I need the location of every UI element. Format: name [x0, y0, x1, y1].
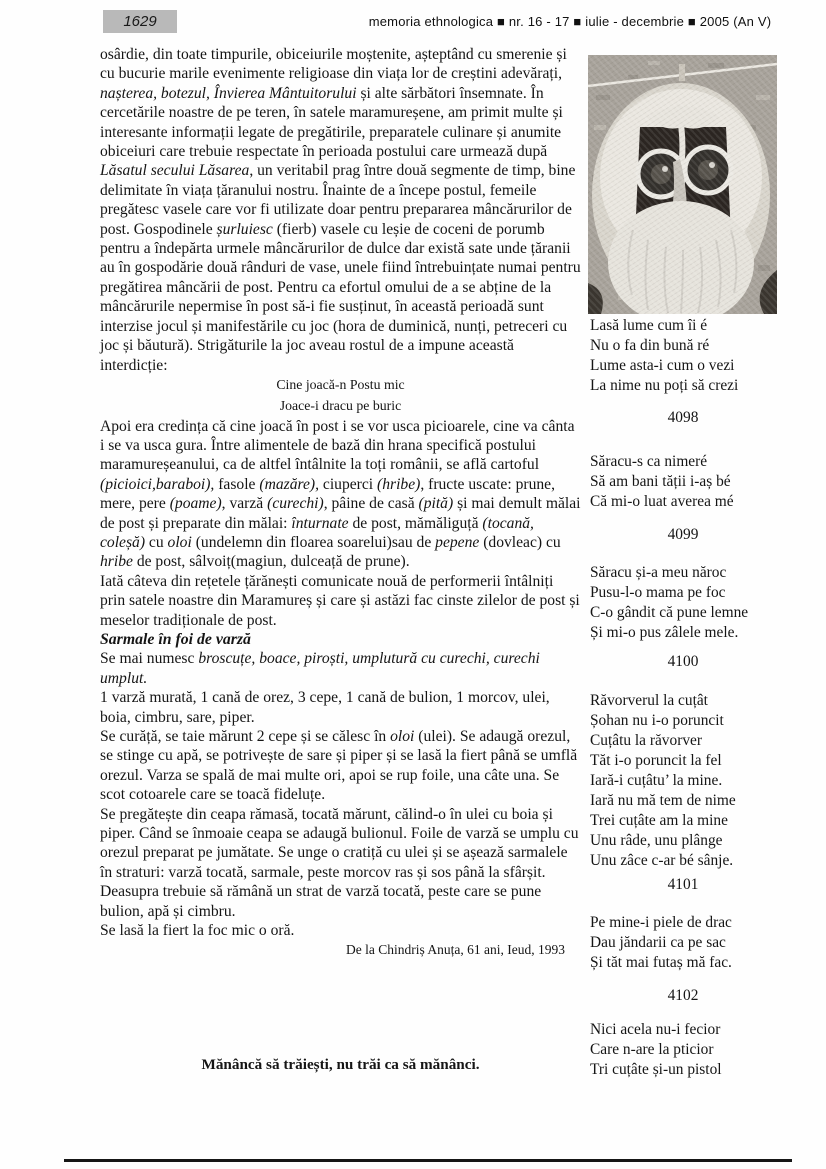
- text-segment: (curechi): [267, 495, 324, 513]
- journal-title-line: memoria ethnologica ■ nr. 16 - 17 ■ iulie - decembrie ■ 2005 (An V): [368, 14, 772, 29]
- text-segment: (hribe): [377, 475, 421, 493]
- recipe-heading: Sarmale în foi de varză: [100, 630, 251, 648]
- poem-number-4098: 4098: [667, 409, 699, 426]
- verse-line: Nici acela nu-i fecior: [590, 1021, 721, 1038]
- text-segment: oloi: [167, 533, 192, 551]
- verse-line: Săracu-s ca nimeré: [590, 453, 708, 470]
- text-segment: Lăsatul secului Lăsarea: [100, 162, 250, 180]
- verse-line: Dau jăndarii ca pe sac: [590, 934, 726, 951]
- poem-block-4: [590, 691, 780, 871]
- page-number-box: [103, 10, 177, 33]
- verse-line: Lume asta-i cum o vezi: [590, 357, 735, 374]
- text-segment: șurluiesc: [216, 220, 273, 238]
- verse-line: Să am bani tății i-aș bé: [590, 473, 731, 490]
- text-segment: ciuperci: [319, 475, 378, 493]
- recipe-aliases: [100, 649, 581, 688]
- verse-line: Cuțâtu la răvorver: [590, 732, 702, 749]
- verse-line: La nime nu poți să crezi: [590, 377, 739, 394]
- poem-number-4100: 4100: [667, 653, 699, 670]
- text-segment: Apoi era credința că cine joacă în post i se vor usca picioarele, cine va cânta i se va usca gura. Între alimentele de bază din hrana specifică postului maramureșeanului, ca de altfel întâlnite la toți românii, se află cartoful: [100, 417, 575, 474]
- page-number: 1629: [123, 13, 157, 30]
- text-segment: Se curăță, se taie mărunt 2 cepe și se călesc în: [100, 728, 391, 745]
- text-segment: (mazăre),: [259, 475, 319, 493]
- verse-line: Unu râde, unu plânge: [590, 832, 723, 849]
- article-column: [100, 45, 581, 960]
- text-segment: (tocană, coleșă): [100, 514, 534, 551]
- poem-block-1: [590, 316, 780, 396]
- verse-line: Tăt i-o poruncit la fel: [590, 752, 722, 769]
- verse-line: Săracu și-a meu năroc: [590, 564, 727, 581]
- text-segment: , pâine de casă: [323, 495, 419, 513]
- text-segment: (poame): [169, 495, 222, 513]
- mask-photo: [588, 55, 777, 314]
- text-segment: nașterea, botezul, Învierea Mântuitorului: [100, 84, 357, 102]
- verse-line: Și mi-o pus zâlele mele.: [590, 624, 739, 641]
- text-segment: (picioici,baraboi),: [100, 475, 215, 493]
- text-segment: broscuțe, boace, piroști, umplutură cu curechi, curechi umplut.: [100, 650, 540, 687]
- verse-line: Tri cuțâte și-un pistol: [590, 1061, 722, 1078]
- text-segment: (ulei). Se adaugă orezul, se stinge cu apă, se potrivește de sare și piper și se lasă la fiert până se umflă orezul. Varza se spală de mai multe ori, apoi se rup foile, una câte una. Se scot cotoarele care se toacă fideluțe.: [100, 728, 578, 804]
- text-segment: Iată câteva din rețetele țărănești comunicate nouă de performerii întâlniți prin satele noastre din Maramureș și care și astăzi fac cinste zilelor de post și meselor tradiționale de post.: [100, 572, 580, 629]
- poem-block-3: [590, 563, 780, 643]
- verse-line: Joace-i dracu pe buric: [279, 397, 402, 413]
- poem-number-4101: 4101: [667, 876, 699, 893]
- verse-line: Lasă lume cum îi é: [590, 317, 708, 334]
- verse-line: Șohan nu i-o poruncit: [590, 712, 724, 729]
- text-segment: Se mai numesc: [100, 650, 199, 668]
- verse-line: Pusu-l-o mama pe foc: [590, 584, 726, 601]
- paragraph-recipes-intro: [100, 572, 581, 630]
- text-segment: și alte sărbători însemnate. În cercetările noastre de pe teren, în satele maramureșene, am primit multe și interesante informații legate de pregătirile, preparatele culinare și anumite obiceiuri care trebuie respectate în perioada postului care urmează după: [100, 84, 563, 161]
- text-segment: oloi: [390, 728, 415, 745]
- text-segment: , fructe uscate: prune, mere, pere: [100, 475, 555, 513]
- bottom-rule: [64, 1159, 792, 1162]
- poem-number-4099: 4099: [667, 526, 699, 543]
- text-segment: Se lasă la fiert la foc mic o oră.: [100, 922, 295, 940]
- verse-line: Răvorverul la cuțât: [590, 692, 708, 709]
- recipe-step-1: [100, 727, 581, 805]
- text-segment: (undelemn din floarea soarelui)sau de: [191, 533, 436, 551]
- text-segment: de post, sâlvoiț(magiun, dulceață de prune).: [132, 553, 410, 571]
- text-segment: 1 varză murată, 1 cană de orez, 3 cepe, 1 cană de bulion, 1 morcov, ulei, boia, cimbru, sare, piper.: [100, 689, 550, 726]
- text-segment: înturnate: [291, 514, 349, 532]
- verse-line: Care n-are la pticior: [590, 1041, 714, 1058]
- mask-photo-drawing: [588, 55, 777, 314]
- verse-line: Pe mine-i piele de drac: [590, 914, 732, 931]
- text-segment: hribe: [100, 553, 133, 571]
- text-segment: (pită): [418, 495, 454, 513]
- verse-line: Cine joacă-n Postu mic: [276, 376, 405, 392]
- paragraph-foods: [100, 417, 581, 572]
- attribution-line: De la Chindriș Anuța, 61 ani, Ieud, 1993: [346, 942, 565, 958]
- verse-line: C-o gândit că pune lemne: [590, 604, 749, 621]
- poem-number-4102: 4102: [667, 987, 699, 1004]
- recipe-ingredients: [100, 688, 581, 727]
- text-segment: de post, mămăliguță: [348, 514, 483, 532]
- verse-line: Trei cuțâte am la mine: [590, 812, 728, 829]
- clothespin-shape: [679, 64, 685, 81]
- motto-line: Mănâncă să trăiești, nu trăi ca să mănânci.: [201, 1056, 480, 1073]
- poem-block-2: [590, 452, 780, 512]
- paragraph-intro: [100, 45, 581, 375]
- text-segment: și mai demult mălai de post și preparate din mălai:: [100, 495, 581, 532]
- poem-block-6: [590, 1020, 780, 1080]
- verse-line: Că mi-o luat averea mé: [590, 493, 734, 510]
- text-segment: (dovleac) cu: [479, 533, 561, 551]
- text-segment: osârdie, din toate timpurile, obiceiurile moștenite, așteptând cu smerenie și cu bucurie marile evenimente religioase din viața lor de creștini adevărați,: [100, 46, 567, 83]
- text-segment: Se pregătește din ceapa rămasă, tocată mărunt, călind-o în ulei cu boia și piper. Când se înmoaie ceapa se adaugă bulionul. Foile de varză se umplu cu orezul preparat pe jumătate. Se unge o cratiță cu ulei și se așează sarmalele în straturi: varză tocată, sarmale, peste morcov ras și sos până la sfârșit. Deasupra trebuie să rămână un strat de varză tocată, peste care se pune bulion, apă și cimbru.: [100, 805, 579, 920]
- verse-line: Iară-i cuțâtu’ la mine.: [590, 772, 723, 789]
- recipe-step-3: [100, 921, 581, 940]
- verse-line: Și tăt mai futaș mă fac.: [590, 954, 732, 971]
- text-segment: , un veritabil prag între două segmente de timp, bine delimitate în viața țăranului nostru. Înainte de a începe postul, femeile pregătesc vasele care vor fi utilizate doar pentru prepararea mâncărurilor de post. Gospodinele: [100, 162, 576, 238]
- strigatura-couplet: [100, 375, 581, 417]
- recipe-step-2: [100, 805, 581, 921]
- text-segment: cu: [145, 533, 168, 551]
- verse-line: Iară nu mă tem de nime: [590, 792, 736, 809]
- text-segment: pepene: [435, 533, 480, 551]
- text-segment: fasole: [214, 475, 260, 493]
- verse-line: Nu o fa din bună ré: [590, 337, 710, 354]
- text-segment: , varză: [221, 495, 268, 513]
- poem-block-5: [590, 913, 780, 973]
- text-segment: (fierb) vasele cu leșie de coceni de porumb pentru a îndepărta urmele mâncărurilor de dulce dar există sate unde țăranii au în gospodărie două rânduri de vase, unele fiind întrebuințate numai pentru pregătirea mâncării de post. Pentru ca efortul omului de a se abține de la mâncărurile nepermise în post să-i fie susținut, în această perioadă sunt interzise jocul și manifestările cu joc (hora de duminică, nunți, petreceri cu joc și băutură). Strigăturile la joc aveau rostul de a impune această interdicție:: [100, 220, 581, 374]
- verse-line: Unu zâce c-ar bé sânje.: [590, 852, 734, 869]
